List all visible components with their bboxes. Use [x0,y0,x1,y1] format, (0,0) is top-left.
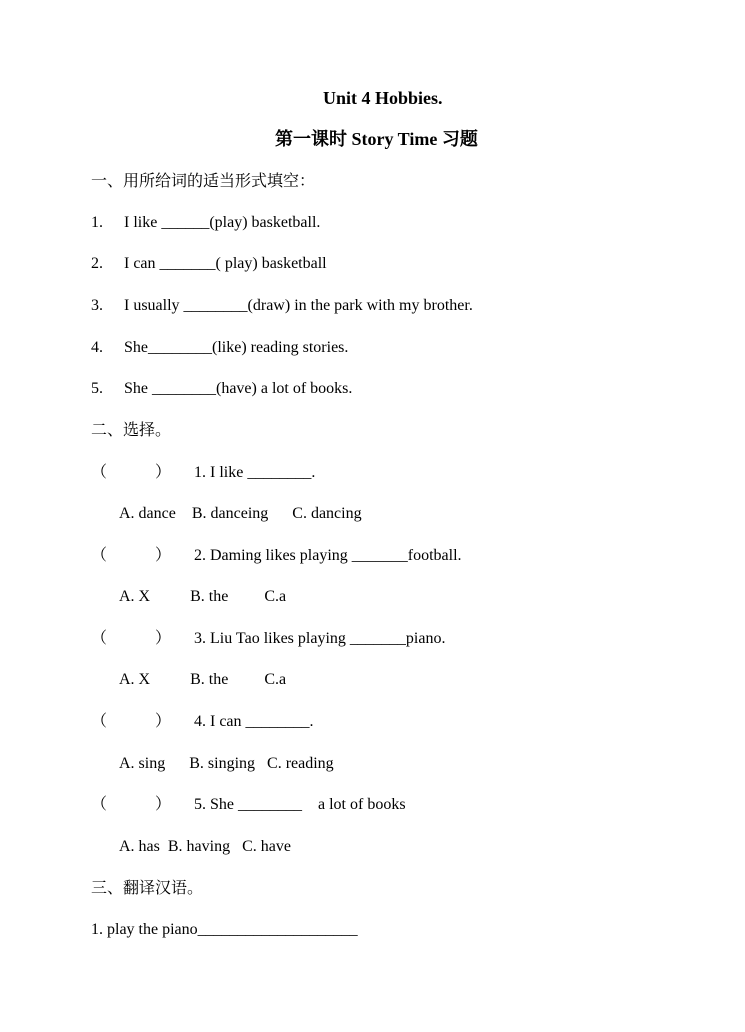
section2-heading: 二、选择。 [91,422,172,439]
question-options: A. X B. the C.a [119,588,287,605]
page-title: Unit 4 Hobbies. [323,88,443,108]
question-options: A. X B. the C.a [119,671,287,688]
question-text: 4. I can ________. [194,713,314,730]
question-text: 3. Liu Tao likes playing _______piano. [194,630,446,647]
item-text: I usually ________(draw) in the park with my brother. [124,297,473,314]
item-number: 5. [91,380,103,397]
question-text: 5. She ________ a lot of books [194,796,406,813]
question-options: A. sing B. singing C. reading [119,755,334,772]
item-number: 2. [91,255,103,272]
item-text: I like ______(play) basketball. [124,214,321,231]
item-text: I can _______( play) basketball [124,255,327,272]
page-subtitle: 第一课时 Story Time 习题 [275,129,478,149]
item-text: She ________(have) a lot of books. [124,380,353,397]
question-options: A. has B. having C. have [119,838,291,855]
answer-brackets: （ ） [91,547,172,564]
answer-brackets: （ ） [91,796,172,813]
item-number: 1. [91,214,103,231]
item-number: 3. [91,297,103,314]
question-text: 1. I like ________. [194,464,316,481]
section1-heading: 一、用所给词的适当形式填空： [91,173,316,190]
translation-item: 1. play the piano____________________ [91,921,358,938]
section3-heading: 三、翻译汉语。 [91,880,204,897]
item-text: She________(like) reading stories. [124,339,349,356]
item-number: 4. [91,339,103,356]
answer-brackets: （ ） [91,630,172,647]
answer-brackets: （ ） [91,713,172,730]
answer-brackets: （ ） [91,464,172,481]
question-text: 2. Daming likes playing _______football. [194,547,462,564]
question-options: A. dance B. danceing C. dancing [119,505,362,522]
